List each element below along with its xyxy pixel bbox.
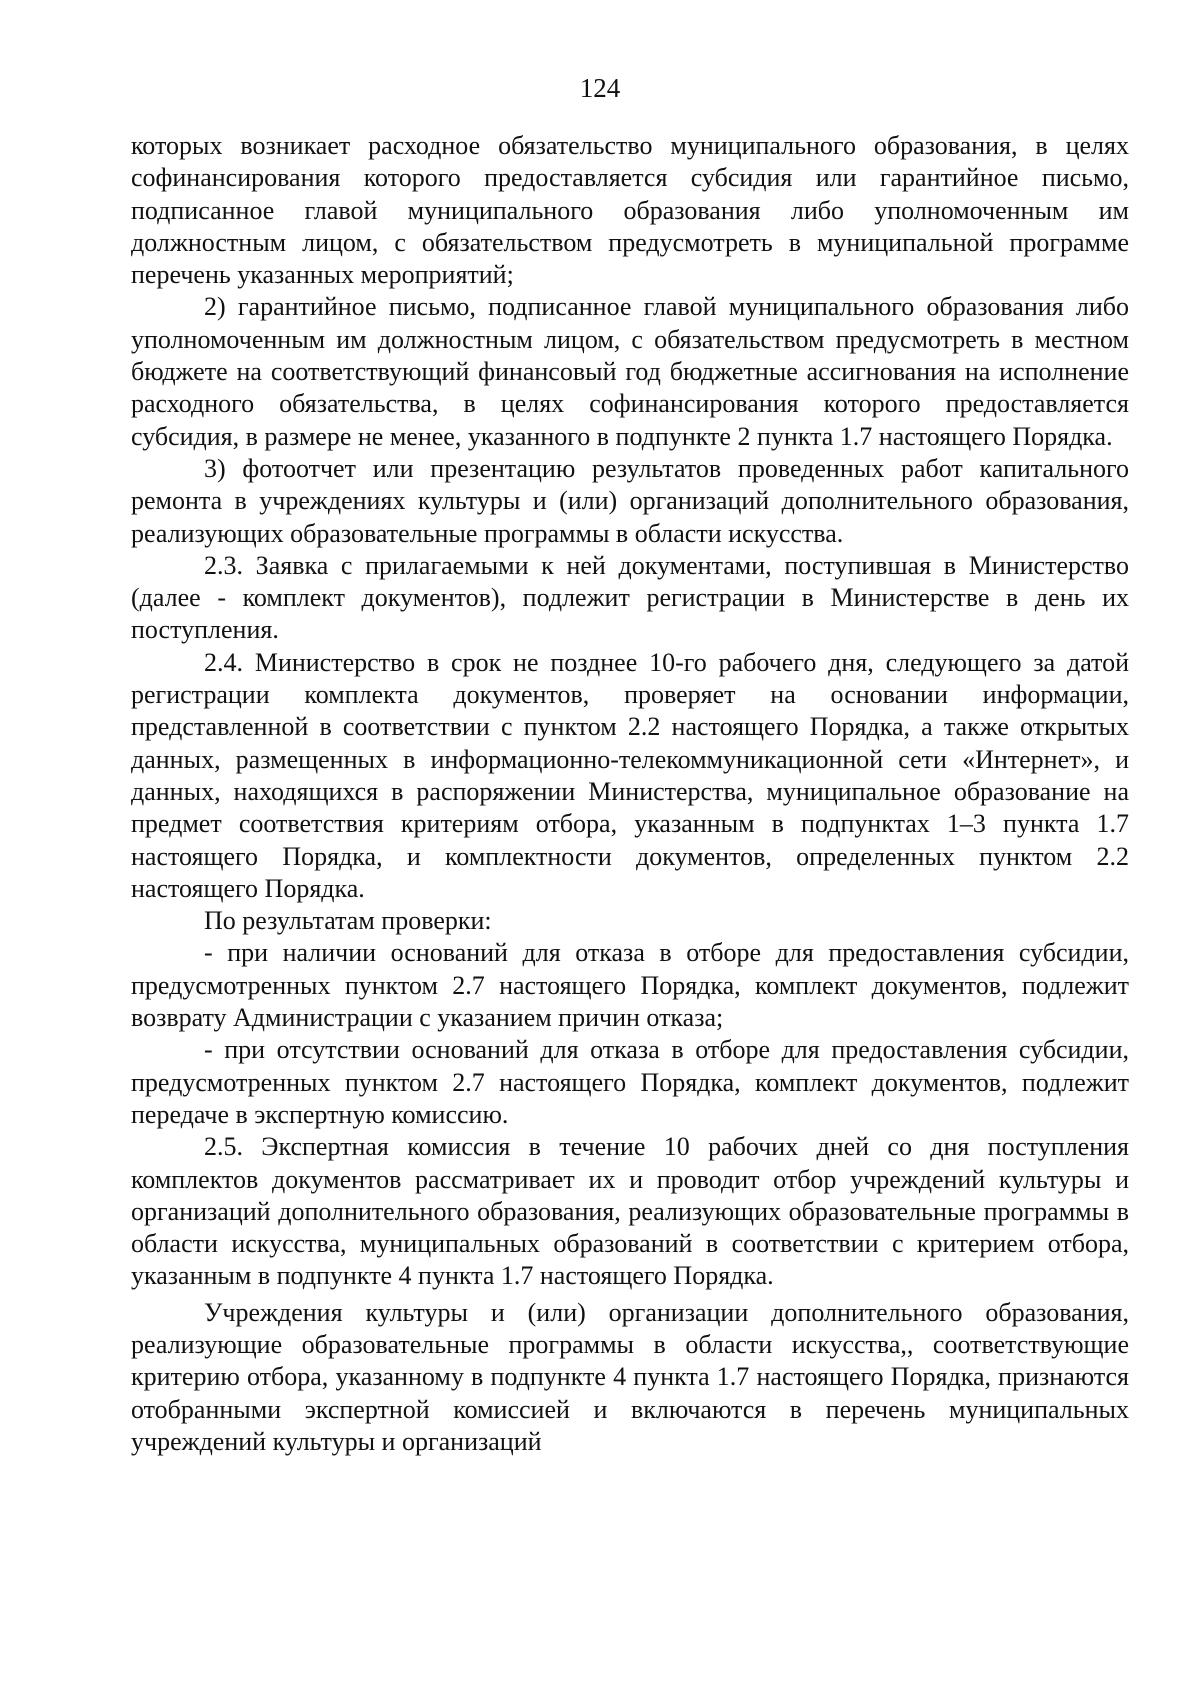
paragraph-check-results: По результатам проверки: bbox=[204, 906, 492, 936]
paragraph-2-3: 2.3. Заявка с прилагаемыми к ней документами, поступившая в Министерство (далее - комплект документов), подлежит регистрации в Министерстве в день их поступления. bbox=[131, 550, 1129, 645]
paragraph-2-5: 2.5. Экспертная комиссия в течение 10 рабочих дней со дня поступления комплектов документов рассматривает их и проводит отбор учреждений культуры и организаций дополнительного образования, реализующих образовательные программы в области искусства, муниципальных образований в соответствии с критерием отбора, указанным в подпункте 4 пункта 1.7 настоящего Порядка. bbox=[131, 1132, 1129, 1291]
paragraph-item-2-guarantee-letter: 2) гарантийное письмо, подписанное главой муниципального образования либо уполномоченным им должностным лицом, с обязательством предусмотреть в местном бюджете на соответствующий финансовый год бюджетные ассигнования на исполнение расходного обязательства, в целях софинансирования которого предоставляется субсидия, в размере не менее, указанного в подпункте 2 пункта 1.7 настоящего Порядка. bbox=[131, 292, 1129, 451]
paragraph-item-3-photo-report: 3) фотоотчет или презентацию результатов проведенных работ капитального ремонта в учреждениях культуры и (или) организаций дополнительного образования, реализующих образовательные программы в области искусства. bbox=[131, 453, 1129, 548]
document-body bbox=[131, 130, 1129, 1458]
paragraph-selected-institutions: Учреждения культуры и (или) организации дополнительного образования, реализующие образовательные программы в области искусства,, соответствующие критерию отбора, указанному в подпункте 4 пункта 1.7 настоящего Порядка, признаются отобранными экспертной комиссией и включаются в перечень муниципальных учреждений культуры и организаций bbox=[131, 1297, 1129, 1456]
paragraph-bullet-refusal: - при наличии оснований для отказа в отборе для предоставления субсидии, предусмотренных пунктом 2.7 настоящего Порядка, комплект документов, подлежит возврату Администрации с указанием причин отказа; bbox=[131, 938, 1129, 1033]
page-number: 124 bbox=[579, 73, 621, 103]
paragraph-continuation: которых возникает расходное обязательство муниципального образования, в целях софинансирования которого предоставляется субсидия или гарантийное письмо, подписанное главой муниципального образования либо уполномоченным им должностным лицом, с обязательством предусмотреть в муниципальной программе перечень указанных мероприятий; bbox=[131, 131, 1129, 290]
paragraph-2-4: 2.4. Министерство в срок не позднее 10-го рабочего дня, следующего за датой регистрации комплекта документов, проверяет на основании информации, представленной в соответствии с пунктом 2.2 настоящего Порядка, а также открытых данных, размещенных в информационно-телекоммуникационной сети «Интернет», и данных, находящихся в распоряжении Министерства, муниципальное образование на предмет соответствия критериям отбора, указанным в подпунктах 1–3 пункта 1.7 настоящего Порядка, и комплектности документов, определенных пунктом 2.2 настоящего Порядка. bbox=[131, 647, 1129, 903]
paragraph-bullet-transfer: - при отсутствии оснований для отказа в отборе для предоставления субсидии, предусмотренных пунктом 2.7 настоящего Порядка, комплект документов, подлежит передаче в экспертную комиссию. bbox=[131, 1035, 1129, 1129]
